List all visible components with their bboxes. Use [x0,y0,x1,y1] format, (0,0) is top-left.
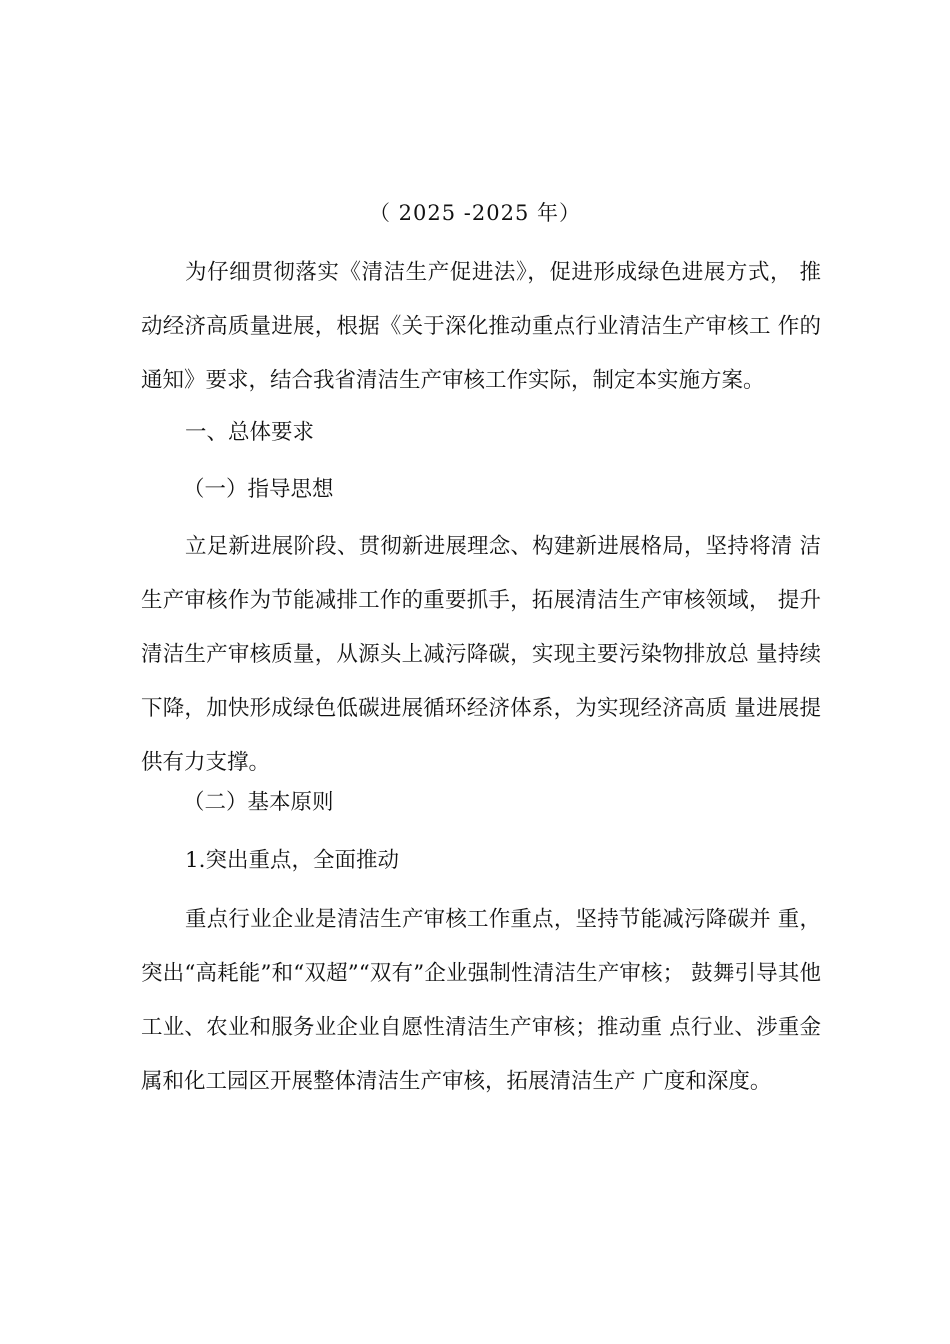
highlight-focus-paragraph: 重点行业企业是清洁生产审核工作重点，坚持节能减污降碳并 重，突出“高耗能”和“双超”“双有”企业强制性清洁生产审核； 鼓舞引导其他工业、农业和服务业企业自愿性清洁生产审核；推动重 点行业、涉重金属和化工园区开展整体清洁生产审核，拓展清洁生产 广度和深度。 [141,907,821,1094]
subsection-heading-guiding-ideology: （一）指导思想 [183,477,334,502]
subsection-heading-basic-principles: （二）基本原则 [183,790,334,815]
section-heading-overall-requirements: 一、总体要求 [185,420,315,445]
guiding-ideology-paragraph: 立足新进展阶段、贯彻新进展理念、构建新进展格局，坚持将清 洁生产审核作为节能减排工作的重要抓手，拓展清洁生产审核领域， 提升清洁生产审核质量，从源头上减污降碳，实现主要污染物排放总 量持续下降，加快形成绿色低碳进展循环经济体系，为实现经济高质 量进展提供有力支撑。 [141,534,821,775]
intro-paragraph: 为仔细贯彻落实《清洁生产促进法》，促进形成绿色进展方式， 推动经济高质量进展，根据《关于深化推动重点行业清洁生产审核工 作的通知》要求，结合我省清洁生产审核工作实际，制定本实施方案。 [141,260,821,393]
item-heading-highlight-focus: 1.突出重点，全面推动 [185,848,400,873]
document-subtitle: （ 2025 -2025 年） [368,201,581,225]
